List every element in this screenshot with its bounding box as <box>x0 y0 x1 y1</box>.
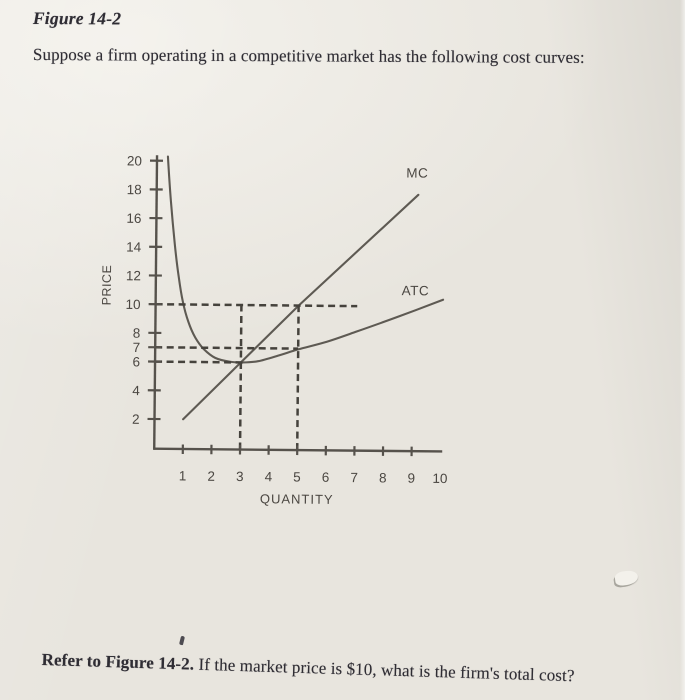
x-tick-label-5: 5 <box>293 469 301 485</box>
question-text <box>41 650 671 689</box>
atc-label: ATC <box>401 283 430 299</box>
cost-curves-svg <box>92 140 476 524</box>
y-tick-label-6: 6 <box>132 354 141 370</box>
x-tick-label-4: 4 <box>264 469 273 485</box>
x-tick-label-3: 3 <box>235 468 244 485</box>
question-body: If the market price is $10, what is the firm's total cost? <box>193 654 575 686</box>
dashed-guide-quantity-3 <box>240 305 241 449</box>
dashed-guide-price-10 <box>156 304 358 306</box>
quantity-axis-title: QUANTITY <box>259 491 334 507</box>
mc-label: MC <box>406 165 429 181</box>
question-reference: Refer to Figure 14-2. <box>41 650 195 674</box>
mc-curve <box>183 193 418 422</box>
x-tick-label-7: 7 <box>350 470 358 486</box>
figure-label: Figure 14-2 <box>32 8 122 29</box>
x-tick-label-10: 10 <box>432 470 448 487</box>
y-axis-line <box>154 155 157 449</box>
y-tick-label-16: 16 <box>126 210 142 226</box>
x-tick-label-9: 9 <box>407 470 416 486</box>
x-tick-label-1: 1 <box>178 468 187 484</box>
y-tick-label-14: 14 <box>126 239 142 255</box>
intro-text: Suppose a firm operating in a competitive market has the following cost curves: <box>32 45 585 67</box>
x-tick-label-2: 2 <box>207 468 215 484</box>
x-tick-label-8: 8 <box>378 470 387 486</box>
cost-curves-chart <box>92 140 476 524</box>
x-tick-label-6: 6 <box>321 469 330 485</box>
y-tick-label-20: 20 <box>126 153 143 169</box>
photo-edge-highlight <box>680 0 685 700</box>
y-tick-label-12: 12 <box>125 268 141 284</box>
y-tick-label-4: 4 <box>132 383 140 399</box>
dashed-guide-price-6 <box>155 362 244 363</box>
y-tick-label-7: 7 <box>132 340 141 356</box>
stray-pen-mark <box>179 636 185 646</box>
y-tick-label-2: 2 <box>131 411 140 427</box>
dashed-guide-quantity-5 <box>297 306 298 450</box>
price-axis-title: PRICE <box>99 264 115 306</box>
paper-blemish <box>614 569 639 586</box>
y-tick-label-8: 8 <box>132 325 141 341</box>
dashed-guide-price-7 <box>155 347 298 348</box>
atc-curve <box>166 157 444 365</box>
y-tick-label-10: 10 <box>125 296 141 313</box>
y-tick-label-18: 18 <box>126 182 142 198</box>
